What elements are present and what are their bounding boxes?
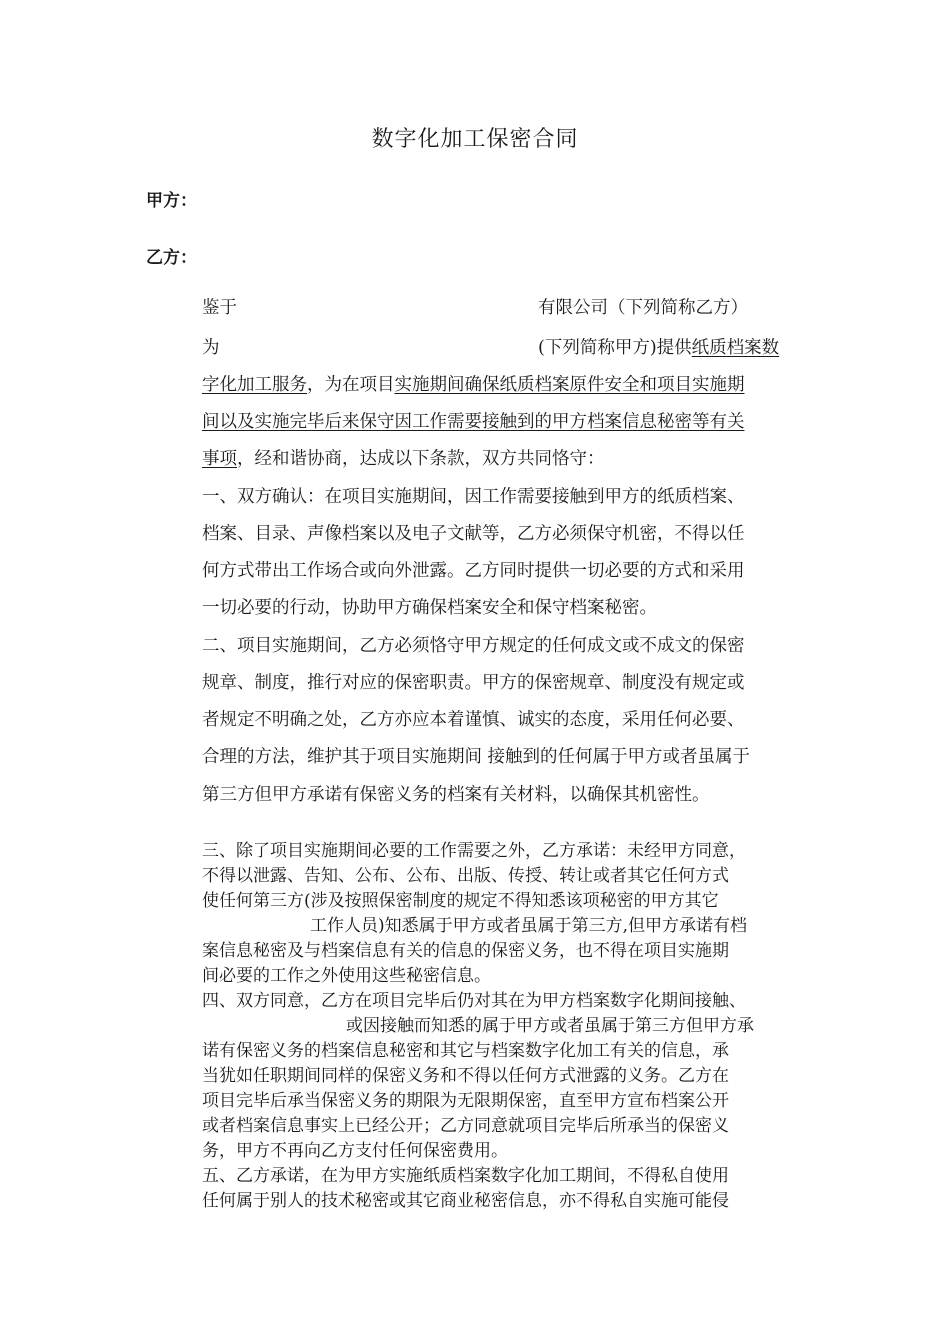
- clause4-line: 诺有保密义务的档案信息秘密和其它与档案数字化加工有关的信息，承: [202, 1041, 729, 1061]
- clause2-line: 合理的方法，维护其于项目实施期间 接触到的任何属于甲方或者虽属于: [202, 747, 751, 767]
- clause1-line: 一切必要的行动，协助甲方确保档案安全和保守档案秘密。: [202, 598, 657, 618]
- clause3-line: 案信息秘密及与档案信息有关的信息的保密义务，也不得在项目实施期: [202, 941, 729, 961]
- clause5-line: 任何属于别人的技术秘密或其它商业秘密信息，亦不得私自实施可能侵: [202, 1191, 729, 1211]
- intro-line-4-underlined: 间以及实施完毕后来保守因工作需要接触到的甲方档案信息秘密等有关: [202, 412, 745, 432]
- intro-line-5: [202, 448, 605, 470]
- intro-line-2-right: [538, 337, 779, 359]
- clause5-line: 五、乙方承诺，在为甲方实施纸质档案数字化加工期间，不得私自使用: [202, 1166, 729, 1186]
- clause1-line: 一、双方确认：在项目实施期间，因工作需要接触到甲方的纸质档案、: [202, 487, 745, 507]
- intro-line-2-text: (下列简称甲方)提供: [538, 338, 692, 358]
- intro-line-3-underlined-b: 实施期间确保纸质档案原件安全和项目实施期: [394, 375, 745, 395]
- intro-line-4: [202, 411, 745, 433]
- clause3-line: 使任何第三方(涉及按照保密制度的规定不得知悉该项秘密的甲方其它: [202, 891, 719, 911]
- clause4-line: 项目完毕后承当保密义务的期限为无限期保密，直至甲方宣布档案公开: [202, 1091, 729, 1111]
- clause4-line: 务，甲方不再向乙方支付任何保密费用。: [202, 1141, 508, 1161]
- intro-line-1-left: 鉴于: [202, 298, 237, 318]
- clause2-line: 规章、制度，推行对应的保密职责。甲方的保密规章、制度没有规定或: [202, 673, 745, 693]
- clause4-line: 或者档案信息事实上已经公开；乙方同意就项目完毕后所承当的保密义: [202, 1116, 729, 1136]
- intro-line-5-text: ，经和谐协商，达成以下条款，双方共同恪守：: [237, 449, 605, 469]
- clause2-line: 第三方但甲方承诺有保密义务的档案有关材料，以确保其机密性。: [202, 785, 710, 805]
- intro-line-2-underlined: 纸质档案数: [691, 338, 780, 358]
- party-b-label: 乙方：: [146, 248, 197, 268]
- intro-line-3: [202, 374, 745, 396]
- clause3-line: 间必要的工作之外使用这些秘密信息。: [202, 966, 491, 986]
- clause3-line: 工作人员)知悉属于甲方或者虽属于第三方,但甲方承诺有档: [310, 916, 748, 936]
- intro-line-5-underlined: 事项: [202, 449, 237, 469]
- clause4-line: 或因接触而知悉的属于甲方或者虽属于第三方但甲方承: [346, 1016, 754, 1036]
- document-title: 数字化加工保密合同: [371, 127, 579, 152]
- clause1-line: 档案、目录、声像档案以及电子文献等，乙方必须保守机密，不得以任: [202, 524, 745, 544]
- clause3-line: 三、除了项目实施期间必要的工作需要之外，乙方承诺：未经甲方同意，: [202, 841, 746, 861]
- party-a-label: 甲方：: [146, 191, 197, 211]
- intro-line-2-left: 为: [202, 338, 220, 358]
- clause4-line: 四、双方同意，乙方在项目完毕后仍对其在为甲方档案数字化期间接触、: [202, 991, 746, 1011]
- clause2-line: 二、项目实施期间，乙方必须恪守甲方规定的任何成文或不成文的保密: [202, 636, 745, 656]
- clause2-line: 者规定不明确之处，乙方亦应本着谨慎、诚实的态度，采用任何必要、: [202, 710, 745, 730]
- clause1-line: 何方式带出工作场合或向外泄露。乙方同时提供一切必要的方式和采用: [202, 561, 745, 581]
- intro-line-3-underlined-a: 字化加工服务: [202, 375, 307, 395]
- intro-line-3-text: ，为在项目: [307, 375, 395, 395]
- clause3-line: 不得以泄露、告知、公布、公布、出版、传授、转让或者其它任何方式: [202, 866, 729, 886]
- clause4-line: 当犹如任职期间同样的保密义务和不得以任何方式泄露的义务。乙方在: [202, 1066, 729, 1086]
- intro-line-1-right: 有限公司（下列简称乙方）: [538, 298, 748, 318]
